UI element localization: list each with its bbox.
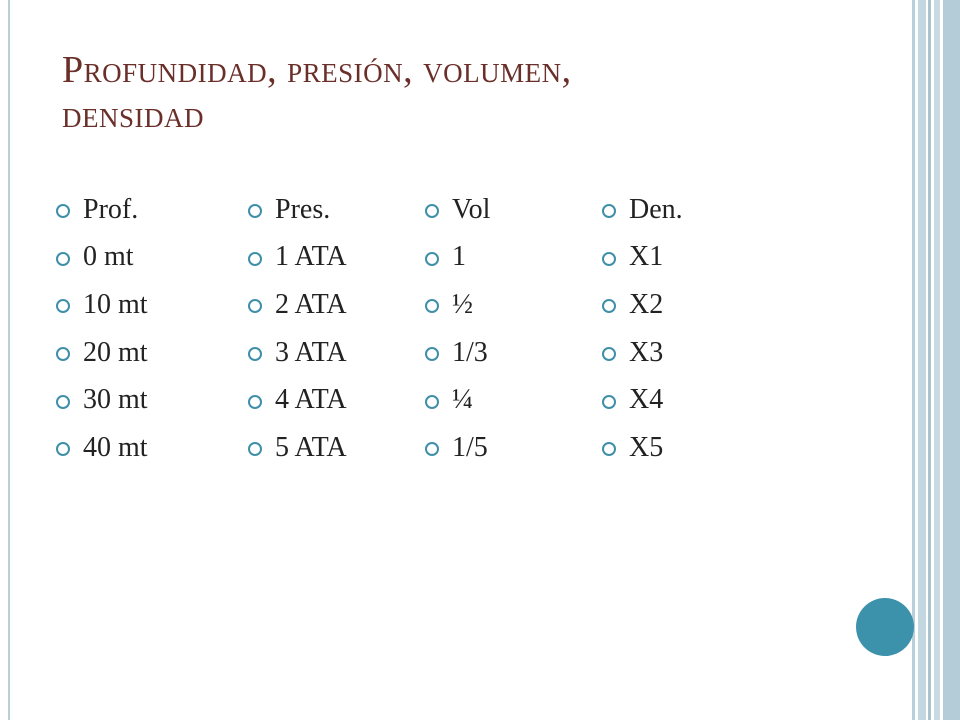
list-item (56, 186, 148, 234)
item-text: 30 mt (83, 384, 148, 416)
list-item (602, 329, 683, 377)
stripe (934, 0, 940, 720)
title-line-2: densidad (62, 93, 204, 136)
bullet-icon (56, 299, 70, 313)
item-text: X4 (629, 384, 664, 416)
column-profundidad (56, 186, 148, 472)
list-item (56, 424, 148, 472)
bullet-icon (248, 252, 262, 266)
item-text: X5 (629, 431, 664, 463)
bullet-icon (56, 204, 70, 218)
bullet-icon (56, 442, 70, 456)
bullet-icon (425, 347, 439, 361)
item-text: 1 ATA (275, 241, 347, 273)
item-text: X3 (629, 336, 664, 368)
list-item (602, 186, 683, 234)
item-text: Prof. (83, 193, 139, 225)
item-text: 2 ATA (275, 288, 347, 320)
list-item (425, 234, 490, 282)
column-presion (248, 186, 347, 472)
bullet-icon (602, 442, 616, 456)
list-item (248, 376, 347, 424)
bullet-icon (248, 442, 262, 456)
list-item (602, 281, 683, 329)
item-text: 3 ATA (275, 336, 347, 368)
list-item (602, 424, 683, 472)
bullet-icon (56, 252, 70, 266)
list-item (425, 424, 490, 472)
item-text: X2 (629, 288, 664, 320)
list-item (56, 329, 148, 377)
list-item (425, 281, 490, 329)
bullet-icon (248, 347, 262, 361)
bullet-icon (425, 395, 439, 409)
decorative-circle (856, 598, 914, 656)
list-item (602, 376, 683, 424)
item-text: 0 mt (83, 241, 134, 273)
bullet-icon (248, 395, 262, 409)
title-line-1: Profundidad, presión, volumen, (62, 49, 572, 91)
bullet-icon (56, 395, 70, 409)
item-text: 1/3 (452, 336, 488, 368)
column-densidad (602, 186, 683, 472)
list-item (56, 234, 148, 282)
list-item (602, 234, 683, 282)
item-text: 1 (452, 241, 466, 273)
bullet-icon (602, 299, 616, 313)
list-item (425, 186, 490, 234)
list-item (56, 376, 148, 424)
bullet-icon (602, 347, 616, 361)
bullet-icon (425, 442, 439, 456)
list-item (248, 186, 347, 234)
slide-title (62, 48, 882, 138)
right-decorative-stripes (912, 0, 960, 720)
bullet-icon (248, 299, 262, 313)
item-text: 1/5 (452, 431, 488, 463)
stripe (912, 0, 915, 720)
item-text: ½ (452, 288, 473, 320)
item-text: 10 mt (83, 288, 148, 320)
bullet-icon (602, 252, 616, 266)
list-item (248, 329, 347, 377)
bullet-icon (56, 347, 70, 361)
data-columns (56, 186, 816, 486)
bullet-icon (425, 252, 439, 266)
item-text: X1 (629, 241, 664, 273)
bullet-icon (425, 299, 439, 313)
item-text: Vol (452, 193, 491, 225)
list-item (248, 281, 347, 329)
item-text: 4 ATA (275, 384, 347, 416)
list-item (425, 329, 490, 377)
list-item (248, 424, 347, 472)
left-frame-line (8, 0, 10, 720)
item-text: 40 mt (83, 431, 148, 463)
list-item (425, 376, 490, 424)
bullet-icon (425, 204, 439, 218)
stripe (943, 0, 960, 720)
bullet-icon (248, 204, 262, 218)
list-item (248, 234, 347, 282)
stripe (928, 0, 931, 720)
item-text: ¼ (452, 384, 473, 416)
bullet-icon (602, 395, 616, 409)
list-item (56, 281, 148, 329)
column-volumen (425, 186, 490, 472)
item-text: Den. (629, 193, 683, 225)
item-text: Pres. (275, 193, 331, 225)
item-text: 20 mt (83, 336, 148, 368)
item-text: 5 ATA (275, 431, 347, 463)
bullet-icon (602, 204, 616, 218)
stripe (918, 0, 926, 720)
